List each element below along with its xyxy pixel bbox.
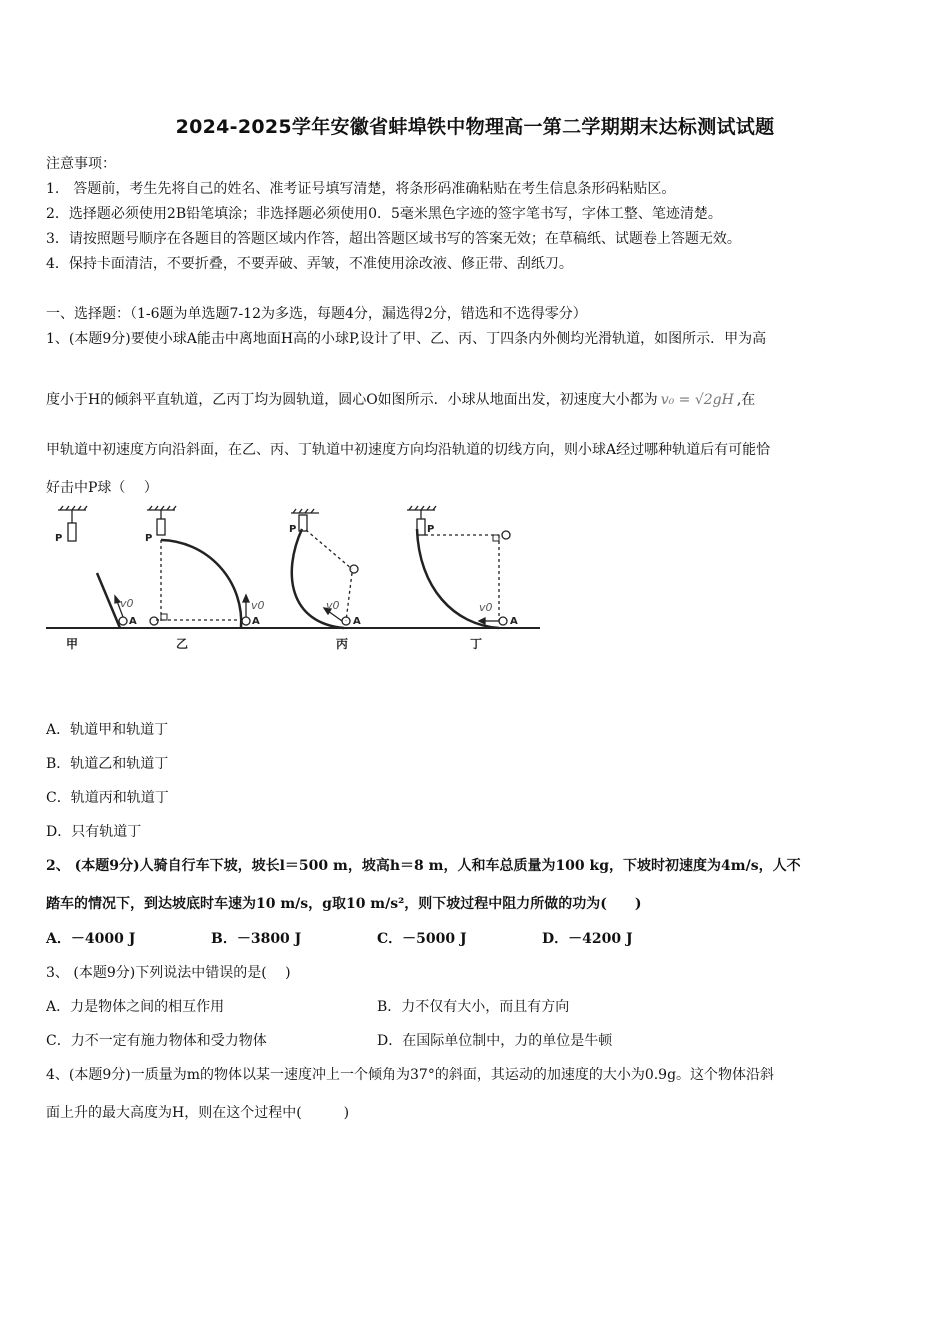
q2-line-1: 2、 (本题9分)人骑自行车下坡，坡长l＝500 m，坡高h＝8 m，人和车总质量为100 kg，下坡时初速度为4m/s，人不	[46, 858, 801, 874]
ball-a-yi	[242, 617, 250, 625]
q3-option-b: B．力不仅有大小，而且有方向	[377, 999, 570, 1015]
label-v0-jia: v0	[120, 597, 134, 610]
track-yi	[161, 540, 241, 628]
q1-line-2a: 度小于H的倾斜平直轨道，乙丙丁均为圆轨道，圆心O如图所示．小球从地面出发，初速度大小都为	[46, 392, 658, 408]
velocity-bing	[328, 611, 342, 621]
label-p-yi: P	[145, 533, 153, 544]
q1-option-d: D．只有轨道丁	[46, 824, 142, 840]
q1-line-2	[46, 389, 755, 409]
label-yi: 乙	[176, 637, 189, 651]
page-title: 2024-2025学年安徽省蚌埠铁中物理高一第二学期期末达标测试试题	[175, 116, 775, 138]
label-a-jia: A	[129, 616, 137, 627]
center-o-ding	[502, 531, 510, 539]
q1-formula: v₀ = √2gH	[660, 392, 734, 408]
label-p-ding: P	[427, 524, 435, 535]
q2-option-b: B．－3800 J	[211, 931, 302, 947]
q3-option-a: A．力是物体之间的相互作用	[46, 999, 225, 1015]
notice-item-4: 4．保持卡面清洁，不要折叠，不要弄破、弄皱，不准使用涂改液、修正带、刮纸刀。	[46, 256, 573, 272]
label-v0-yi: v0	[251, 599, 265, 612]
q1-line-4: 好击中P球（ ）	[46, 480, 158, 496]
center-o-yi	[150, 617, 158, 625]
q2-line-2: 踏车的情况下，到达坡底时车速为10 m/s，g取10 m/s²，则下坡过程中阻力所做的功为( )	[46, 896, 642, 912]
notice-item-2: 2．选择题必须使用2B铅笔填涂；非选择题必须使用0．5毫米黑色字迹的签字笔书写，字体工整、笔迹清楚。	[46, 206, 722, 222]
q4-line-2: 面上升的最大高度为H，则在这个过程中( )	[46, 1105, 350, 1121]
q4-line-1: 4、(本题9分)一质量为m的物体以某一速度冲上一个倾角为37°的斜面，其运动的加速度的大小为0.9g。这个物体沿斜	[46, 1067, 775, 1083]
label-a-ding: A	[510, 616, 518, 627]
hanger-yi	[147, 506, 176, 535]
notice-item-3: 3．请按照题号顺序在各题目的答题区域内作答，超出答题区域书写的答案无效；在草稿纸、试题卷上答题无效。	[46, 231, 741, 247]
label-p-jia: P	[55, 533, 63, 544]
notice-item-1: 1. 答题前，考生先将自己的姓名、准考证号填写清楚，将条形码准确粘贴在考生信息条形码粘贴区。	[46, 181, 676, 197]
q1-option-b: B．轨道乙和轨道丁	[46, 756, 169, 772]
q3-option-d: D．在国际单位制中，力的单位是牛顿	[377, 1033, 613, 1049]
label-bing: 丙	[336, 637, 349, 651]
center-o-bing	[350, 565, 358, 573]
q3-option-c: C．力不一定有施力物体和受力物体	[46, 1033, 267, 1049]
section-heading: 一、选择题：（1-6题为单选题7-12为多选，每题4分，漏选得2分，错选和不选得零分）	[46, 306, 587, 322]
q1-option-a: A．轨道甲和轨道丁	[46, 722, 169, 738]
q2-option-d: D．－4200 J	[542, 931, 633, 947]
label-p-bing: P	[289, 524, 297, 535]
notice-heading: 注意事项：	[46, 156, 116, 172]
label-jia: 甲	[66, 637, 79, 651]
label-ding: 丁	[470, 637, 483, 651]
q1-option-c: C．轨道丙和轨道丁	[46, 790, 169, 806]
q1-figure	[44, 503, 542, 658]
ball-a-jia	[119, 617, 127, 625]
ball-a-ding	[499, 617, 507, 625]
hanger-jia	[58, 506, 87, 541]
q1-line-1: 1、(本题9分)要使小球A能击中离地面H高的小球P,设计了甲、乙、丙、丁四条内外侧均光滑轨道，如图所示．甲为高	[46, 331, 767, 347]
label-a-yi: A	[252, 616, 260, 627]
label-a-bing: A	[353, 616, 361, 627]
track-bing	[292, 529, 344, 628]
q1-line-2b: ,在	[736, 392, 756, 408]
label-v0-bing: v0	[326, 599, 340, 612]
q1-line-3: 甲轨道中初速度方向沿斜面，在乙、丙、丁轨道中初速度方向均沿轨道的切线方向，则小球A经过哪种轨道后有可能恰	[46, 442, 771, 458]
q3-line-1: 3、 (本题9分)下列说法中错误的是( )	[46, 965, 291, 981]
q2-option-a: A．－4000 J	[46, 931, 136, 947]
label-v0-ding: v0	[479, 601, 493, 614]
q2-option-c: C．－5000 J	[377, 931, 467, 947]
